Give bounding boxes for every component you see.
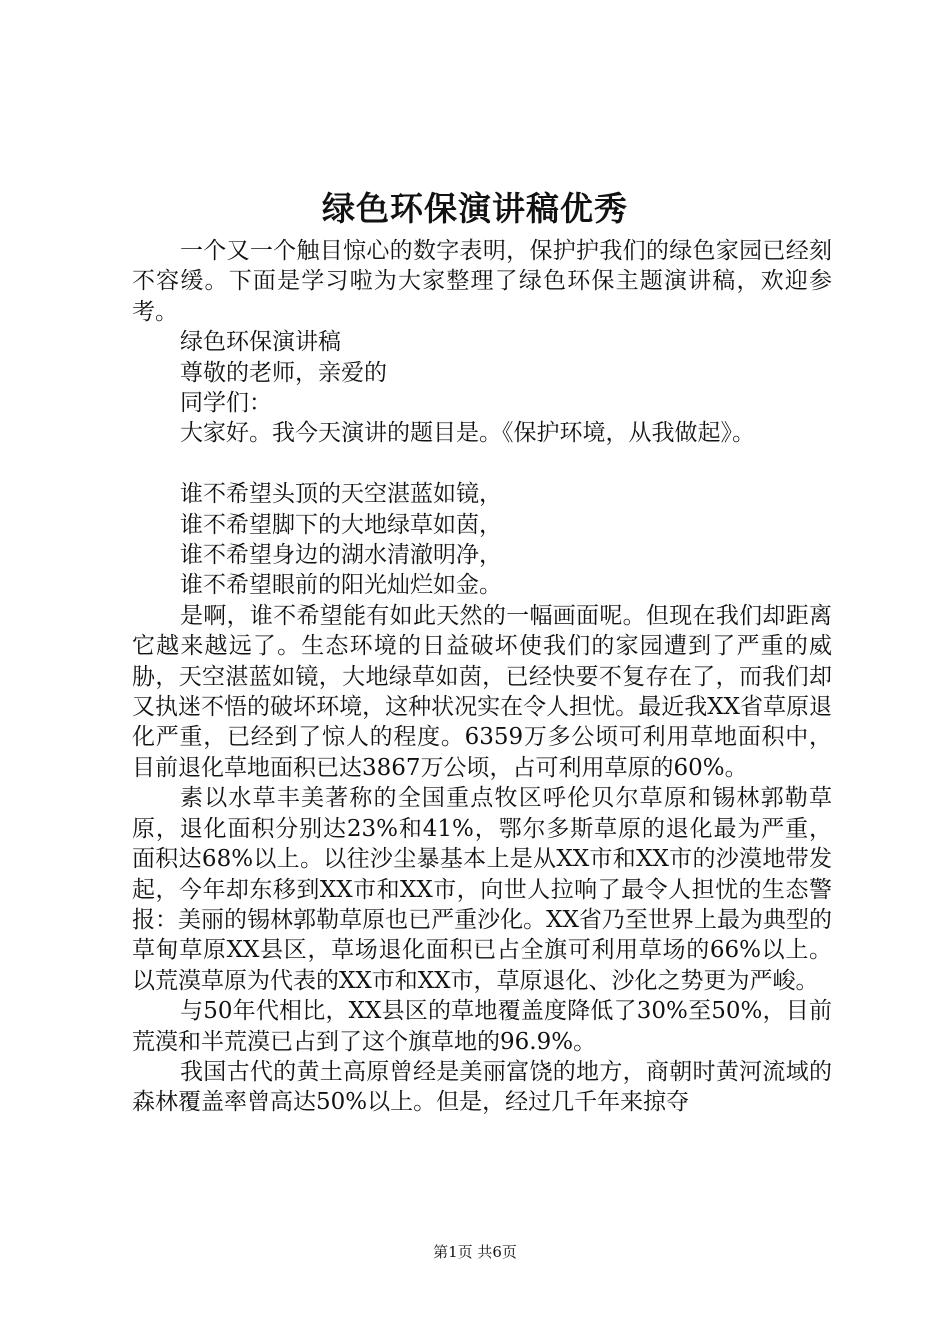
page-footer: 第1页 共6页 (433, 1243, 517, 1261)
greeting-line: 大家好。我今天演讲的题目是。《保护环境，从我做起》。 (180, 420, 755, 447)
poem-line-2: 谁不希望脚下的大地绿草如茵， (180, 511, 502, 538)
poem-line-4: 谁不希望眼前的阳光灿烂如金。 (180, 572, 502, 599)
salutation-line-1: 尊敬的老师，亲爱的 (180, 359, 387, 386)
poem-line-1: 谁不希望头顶的天空湛蓝如镜， (180, 481, 502, 508)
body-paragraph-2: 素以水草丰美著称的全国重点牧区呼伦贝尔草原和锡林郭勒草原，退化面积分别达23%和41%，鄂尔多斯草原的退化最为严重，面积达68%以上。以往沙尘暴基本上是从XX市和XX市的沙漠地带发起，今年却东移到XX市和XX市，向世人拉响了最令人担忧的生态警报：美丽的锡林郭勒草原也已严重沙化。XX省乃至世界上最为典型的草甸草原XX县区，草场退化面积已占全旗可利用草场的66%以上。以荒漠草原为代表的XX市和XX市，草原退化、沙化之势更为严峻。 (132, 785, 832, 994)
document-body (132, 236, 832, 1118)
document-title: 绿色环保演讲稿优秀 (322, 189, 628, 228)
body-paragraph-4: 我国古代的黄土高原曾经是美丽富饶的地方，商朝时黄河流域的森林覆盖率曾高达50%以上。但是，经过几千年来掠夺 (132, 1058, 832, 1116)
body-paragraph-1: 是啊，谁不希望能有如此天然的一幅画面呢。但现在我们却距离它越来越远了。生态环境的日益破坏使我们的家园遭到了严重的威胁，天空湛蓝如镜，大地绿草如茵，已经快要不复存在了，而我们却又执迷不悟的破坏环境，这种状况实在令人担忧。最近我XX省草原退化严重，已经到了惊人的程度。6359万多公顷可利用草地面积中，目前退化草地面积已达3867万公顷，占可利用草原的60%。 (132, 602, 832, 781)
salutation-line-2: 同学们： (180, 390, 272, 417)
body-paragraph-3: 与50年代相比，XX县区的草地覆盖度降低了30%至50%，目前荒漠和半荒漠已占到了这个旗草地的96.9%。 (132, 998, 832, 1055)
poem-line-3: 谁不希望身边的湖水清澈明净， (180, 542, 502, 569)
blank-line (132, 449, 832, 479)
intro-paragraph: 一个又一个触目惊心的数字表明，保护护我们的绿色家园已经刻不容缓。下面是学习啦为大家整理了绿色环保主题演讲稿，欢迎参考。 (132, 238, 832, 325)
speech-title: 绿色环保演讲稿 (180, 329, 341, 356)
